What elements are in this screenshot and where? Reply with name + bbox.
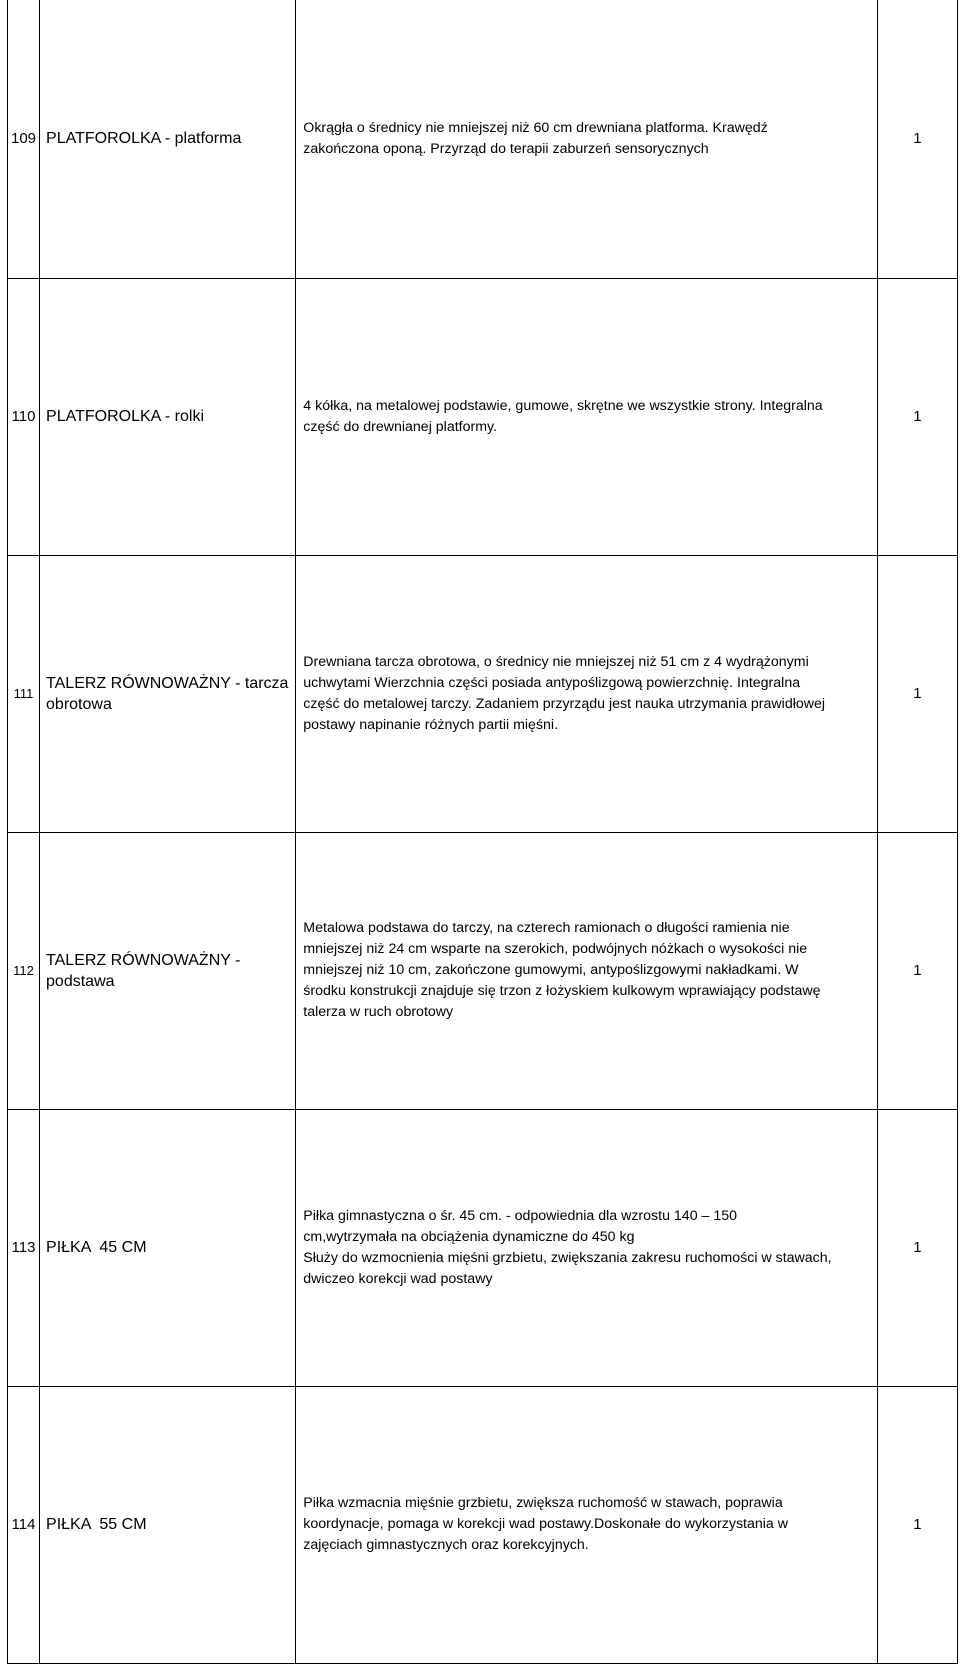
table-row (8, 278, 958, 555)
equipment-table-body (8, 0, 958, 1663)
description-line: mniejszej niż 24 cm wsparte na szerokich, podwójnych nóżkach o wysokości nie (303, 941, 808, 957)
item-description (296, 0, 878, 278)
row-number: 110 (8, 278, 40, 555)
item-quantity: 1 (877, 832, 957, 1109)
item-name: TALERZ RÓWNOWAŻNY - tarcza obrotowa (40, 555, 296, 832)
row-number: 109 (8, 0, 40, 278)
description-line: mniejszej niż 10 cm, zakończone gumowymi, antypoślizgowymi nakładkami. W (303, 962, 799, 978)
item-name: PLATFOROLKA - platforma (40, 0, 296, 278)
item-quantity: 1 (877, 278, 957, 555)
item-description (296, 832, 878, 1109)
description-line: Piłka wzmacnia mięśnie grzbietu, zwiększa ruchomość w stawach, poprawia (303, 1495, 783, 1511)
item-description (296, 278, 878, 555)
table-row (8, 832, 958, 1109)
table-row (8, 1109, 958, 1386)
item-description (296, 555, 878, 832)
table-row (8, 1386, 958, 1663)
description-line: dwiczeo korekcji wad postawy (303, 1270, 493, 1287)
item-quantity: 1 (877, 0, 957, 278)
description-line: zajęciach gimnastycznych oraz korekcyjnych. (303, 1537, 589, 1553)
item-name: PIŁKA 45 CM (40, 1109, 296, 1386)
row-number: 111 (8, 555, 40, 832)
description-line: Metalowa podstawa do tarczy, na czterech ramionach o długości ramienia nie (303, 920, 790, 936)
description-line: zakończona oponą. Przyrząd do terapii zaburzeń sensorycznych (303, 140, 709, 157)
equipment-table (7, 0, 958, 1664)
description-line: postawy napinanie różnych partii mięśni. (303, 716, 559, 733)
item-name: PLATFOROLKA - rolki (40, 278, 296, 555)
row-number: 114 (8, 1386, 40, 1663)
item-quantity: 1 (877, 1386, 957, 1663)
description-line: cm,wytrzymała na obciążenia dynamiczne do 450 kg (303, 1228, 635, 1245)
description-line: część do drewnianej platformy. (303, 418, 498, 435)
item-quantity: 1 (877, 555, 957, 832)
description-line: Drewniana tarcza obrotowa, o średnicy nie mniejszej niż 51 cm z 4 wydrążonymi (303, 653, 809, 670)
table-row (8, 555, 958, 832)
description-line: koordynacje, pomaga w korekcji wad postawy.Doskonałe do wykorzystania w (303, 1516, 788, 1532)
description-line: Piłka gimnastyczna o śr. 45 cm. - odpowiednia dla wzrostu 140 – 150 (303, 1207, 738, 1224)
description-line: Okrągła o średnicy nie mniejszej niż 60 cm drewniana platforma. Krawędź (303, 119, 768, 136)
description-line: 4 kółka, na metalowej podstawie, gumowe, skrętne we wszystkie strony. Integralna (303, 397, 823, 414)
description-line: środku konstrukcji znajduje się trzon z łożyskiem kulkowym wprawiający podstawę (303, 983, 821, 999)
description-line: Służy do wzmocnienia mięśni grzbietu, zwiększania zakresu ruchomości w stawach, (303, 1249, 832, 1266)
item-description (296, 1109, 878, 1386)
description-line: uchwytami Wierzchnia części posiada antypoślizgową powierzchnię. Integralna (303, 674, 801, 691)
description-line: talerza w ruch obrotowy (303, 1004, 454, 1020)
row-number: 112 (8, 832, 40, 1109)
row-number: 113 (8, 1109, 40, 1386)
item-quantity: 1 (877, 1109, 957, 1386)
item-description (296, 1386, 878, 1663)
table-row (8, 0, 958, 278)
item-name: PIŁKA 55 CM (40, 1386, 296, 1663)
description-line: część do metalowej tarczy. Zadaniem przyrządu jest nauka utrzymania prawidłowej (303, 695, 826, 712)
item-name: TALERZ RÓWNOWAŻNY - podstawa (40, 832, 296, 1109)
